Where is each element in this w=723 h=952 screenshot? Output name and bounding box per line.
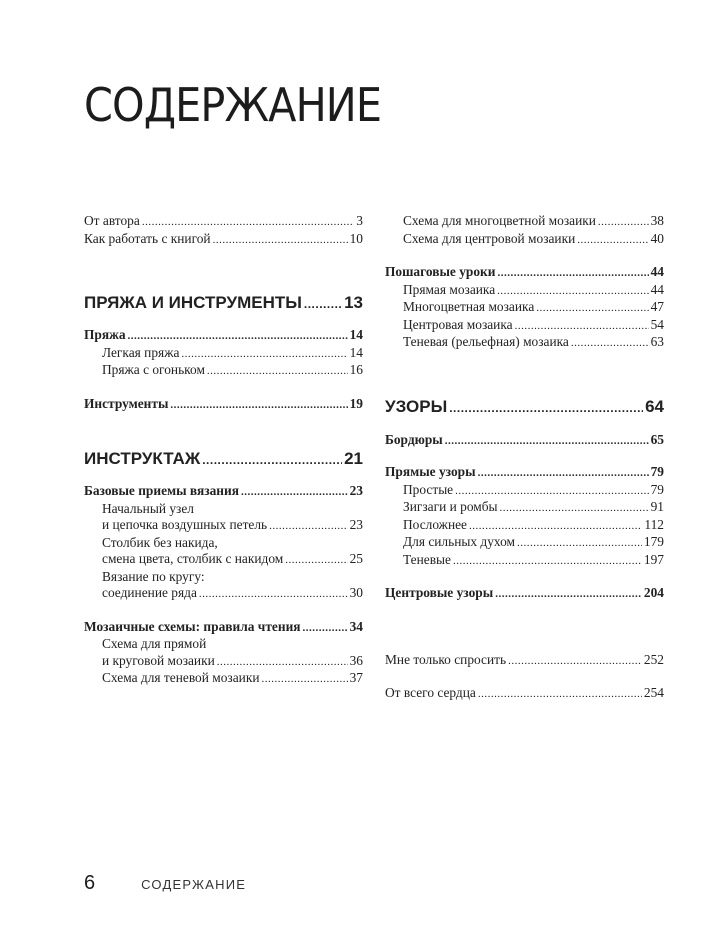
toc-dot-leader (497, 265, 648, 282)
toc-entry[interactable] (84, 551, 363, 569)
toc-dot-leader (269, 518, 347, 535)
toc-dot-leader (181, 346, 347, 363)
toc-entry-page: 25 (349, 551, 363, 566)
toc-right-column (385, 213, 664, 703)
toc-entry-page: 252 (643, 651, 664, 667)
toc-entry-title: Простые (403, 481, 454, 497)
toc-dot-leader (500, 500, 649, 517)
toc-entry-page: 36 (349, 652, 363, 668)
toc-chapter-title: Центровые узоры (385, 585, 494, 600)
toc-entry[interactable] (84, 213, 363, 231)
toc-dot-leader (170, 397, 347, 414)
toc-chapter[interactable] (385, 464, 664, 482)
toc-entry-title: Посложнее (403, 516, 467, 532)
toc-entry-page: 30 (349, 585, 363, 600)
toc-left-column (84, 213, 363, 688)
toc-entry-line: Схема для прямой (102, 636, 207, 651)
toc-chapter-page: 65 (650, 431, 664, 447)
toc-dot-leader (241, 484, 348, 501)
toc-entry-title: Схема для центровой мозаики (403, 230, 576, 246)
toc-entry[interactable] (385, 317, 664, 335)
toc-chapter[interactable] (84, 396, 363, 414)
toc-entry-page: 40 (650, 230, 664, 246)
toc-entry-title: и цепочка воздушных петель (102, 517, 268, 532)
toc-entry-page: 44 (650, 281, 664, 297)
toc-entry[interactable] (84, 362, 363, 380)
toc-chapter-page: 79 (650, 464, 664, 479)
toc-entry[interactable] (84, 231, 363, 249)
toc-chapter[interactable] (84, 327, 363, 345)
toc-entry-title: Центровая мозаика (403, 316, 513, 332)
toc-dot-leader (478, 465, 649, 482)
toc-dot-leader (199, 586, 348, 603)
toc-entry-page: 254 (643, 685, 664, 700)
toc-chapter-page: 19 (349, 395, 363, 411)
toc-entry-page: 91 (650, 499, 664, 514)
toc-entry-title: Легкая пряжа (102, 344, 180, 360)
toc-entry[interactable] (385, 534, 664, 552)
toc-entry[interactable] (385, 482, 664, 500)
toc-dot-leader (128, 328, 348, 345)
toc-entry-line: Вязание по кругу: (102, 568, 205, 584)
toc-entry-title: смена цвета, столбик с накидом (102, 551, 284, 566)
toc-entry[interactable] (84, 670, 363, 688)
toc-chapter-page: 34 (349, 618, 363, 634)
toc-chapter-page: 204 (643, 585, 664, 600)
toc-entry-page: 197 (643, 551, 664, 567)
toc-entry-page: 37 (349, 670, 363, 685)
toc-entry-title: Многоцветная мозаика (403, 299, 535, 314)
toc-dot-leader (303, 620, 348, 637)
toc-dot-leader (495, 586, 642, 603)
toc-entry-page: 14 (349, 344, 363, 360)
toc-chapter-page: 44 (650, 264, 664, 279)
toc-section-page: 13 (344, 293, 363, 312)
toc-chapter[interactable] (84, 483, 363, 501)
toc-dot-leader (202, 450, 342, 470)
toc-dot-leader (517, 535, 642, 552)
toc-entry-page: 3 (356, 213, 363, 228)
toc-entry[interactable] (385, 652, 664, 670)
toc-entry-title: Схема для теневой мозаики (102, 670, 260, 685)
toc-entry-page: 23 (349, 517, 363, 532)
toc-chapter-title: Бордюры (385, 431, 443, 447)
toc-entry-page: 79 (650, 481, 664, 497)
toc-dot-leader (478, 686, 642, 703)
toc-dot-leader (285, 552, 347, 569)
toc-section[interactable] (84, 293, 363, 314)
toc-chapter[interactable] (385, 264, 664, 282)
toc-entry-title: Прямая мозаика (403, 281, 496, 297)
toc-entry-title: Пряжа с огоньком (102, 362, 205, 377)
toc-entry[interactable] (385, 552, 664, 570)
toc-entry-page: 16 (349, 362, 363, 377)
toc-dot-leader (536, 300, 648, 317)
page-title: СОДЕРЖАНИЕ (84, 78, 382, 132)
toc-entry-title: соединение ряда (102, 585, 197, 600)
toc-entry[interactable] (385, 299, 664, 317)
toc-chapter-title: Базовые приемы вязания (84, 483, 239, 498)
toc-entry-page: 63 (650, 334, 664, 349)
toc-chapter[interactable] (84, 619, 363, 637)
toc-dot-leader (217, 654, 348, 671)
toc-entry-page: 54 (650, 316, 664, 332)
toc-dot-leader (571, 335, 649, 352)
toc-chapter[interactable] (385, 432, 664, 450)
toc-entry[interactable] (385, 685, 664, 703)
toc-dot-leader (449, 398, 643, 418)
toc-entry[interactable] (385, 213, 664, 231)
toc-entry-title: и круговой мозаики (102, 652, 215, 668)
toc-chapter-title: Прямые узоры (385, 464, 476, 479)
toc-chapter-title: Инструменты (84, 395, 169, 411)
page-number: 6 (84, 872, 96, 894)
toc-chapter[interactable] (385, 585, 664, 603)
toc-dot-leader (469, 518, 642, 535)
toc-entry-page: 112 (644, 516, 664, 532)
toc-entry[interactable] (84, 653, 363, 671)
toc-dot-leader (577, 232, 648, 249)
toc-entry-page: 10 (349, 230, 363, 246)
toc-entry-page: 179 (643, 534, 664, 549)
toc-section-title: ИНСТРУКТАЖ (84, 449, 201, 468)
toc-chapter-title: Мозаичные схемы: правила чтения (84, 618, 301, 634)
toc-entry-page: 47 (650, 299, 664, 314)
toc-section-title: ПРЯЖА И ИНСТРУМЕНТЫ (84, 293, 302, 312)
toc-dot-leader (142, 214, 354, 231)
toc-entry-line: Начальный узел (102, 500, 194, 516)
toc-chapter-title: Пошаговые уроки (385, 264, 496, 279)
toc-dot-leader (515, 318, 649, 335)
toc-entry-title: Теневая (рельефная) мозаика (403, 334, 569, 349)
toc-entry[interactable] (84, 345, 363, 363)
toc-dot-leader (213, 232, 348, 249)
toc-entry[interactable] (84, 585, 363, 603)
toc-entry[interactable] (84, 517, 363, 535)
toc-entry-title: Схема для многоцветной мозаики (403, 213, 596, 228)
toc-entry-title: Для сильных духом (403, 534, 516, 549)
toc-entry[interactable] (385, 517, 664, 535)
toc-section[interactable] (84, 449, 363, 470)
toc-entry-title: Мне только спросить (385, 651, 507, 667)
toc-chapter-title: Пряжа (84, 327, 126, 342)
toc-entry-page: 38 (650, 213, 664, 228)
toc-dot-leader (445, 433, 649, 450)
toc-dot-leader (455, 483, 648, 500)
toc-entry-line: Столбик без накида, (102, 534, 218, 550)
toc-chapter-page: 14 (349, 327, 363, 342)
toc-entry[interactable] (385, 334, 664, 352)
toc-dot-leader (304, 294, 342, 314)
toc-dot-leader (508, 653, 642, 670)
toc-entry-title: Как работать с книгой (84, 230, 211, 246)
toc-dot-leader (262, 671, 348, 688)
toc-entry[interactable] (385, 499, 664, 517)
page-footer (84, 872, 246, 895)
toc-dot-leader (598, 214, 649, 231)
toc-section-title: УЗОРЫ (385, 396, 448, 416)
toc-dot-leader (453, 553, 642, 570)
toc-entry-title: От автора (84, 213, 140, 228)
toc-entry-title: От всего сердца (385, 685, 476, 700)
toc-entry-title: Теневые (403, 551, 451, 567)
toc-dot-leader (207, 363, 348, 380)
running-header: СОДЕРЖАНИЕ (141, 877, 247, 892)
toc-section[interactable] (385, 397, 664, 418)
toc-entry[interactable] (385, 231, 664, 249)
toc-section-page: 21 (344, 449, 363, 468)
toc-entry[interactable] (385, 282, 664, 300)
toc-chapter-page: 23 (349, 483, 363, 498)
toc-dot-leader (497, 283, 648, 300)
toc-section-page: 64 (645, 396, 664, 416)
toc-entry-title: Зигзаги и ромбы (403, 499, 498, 514)
